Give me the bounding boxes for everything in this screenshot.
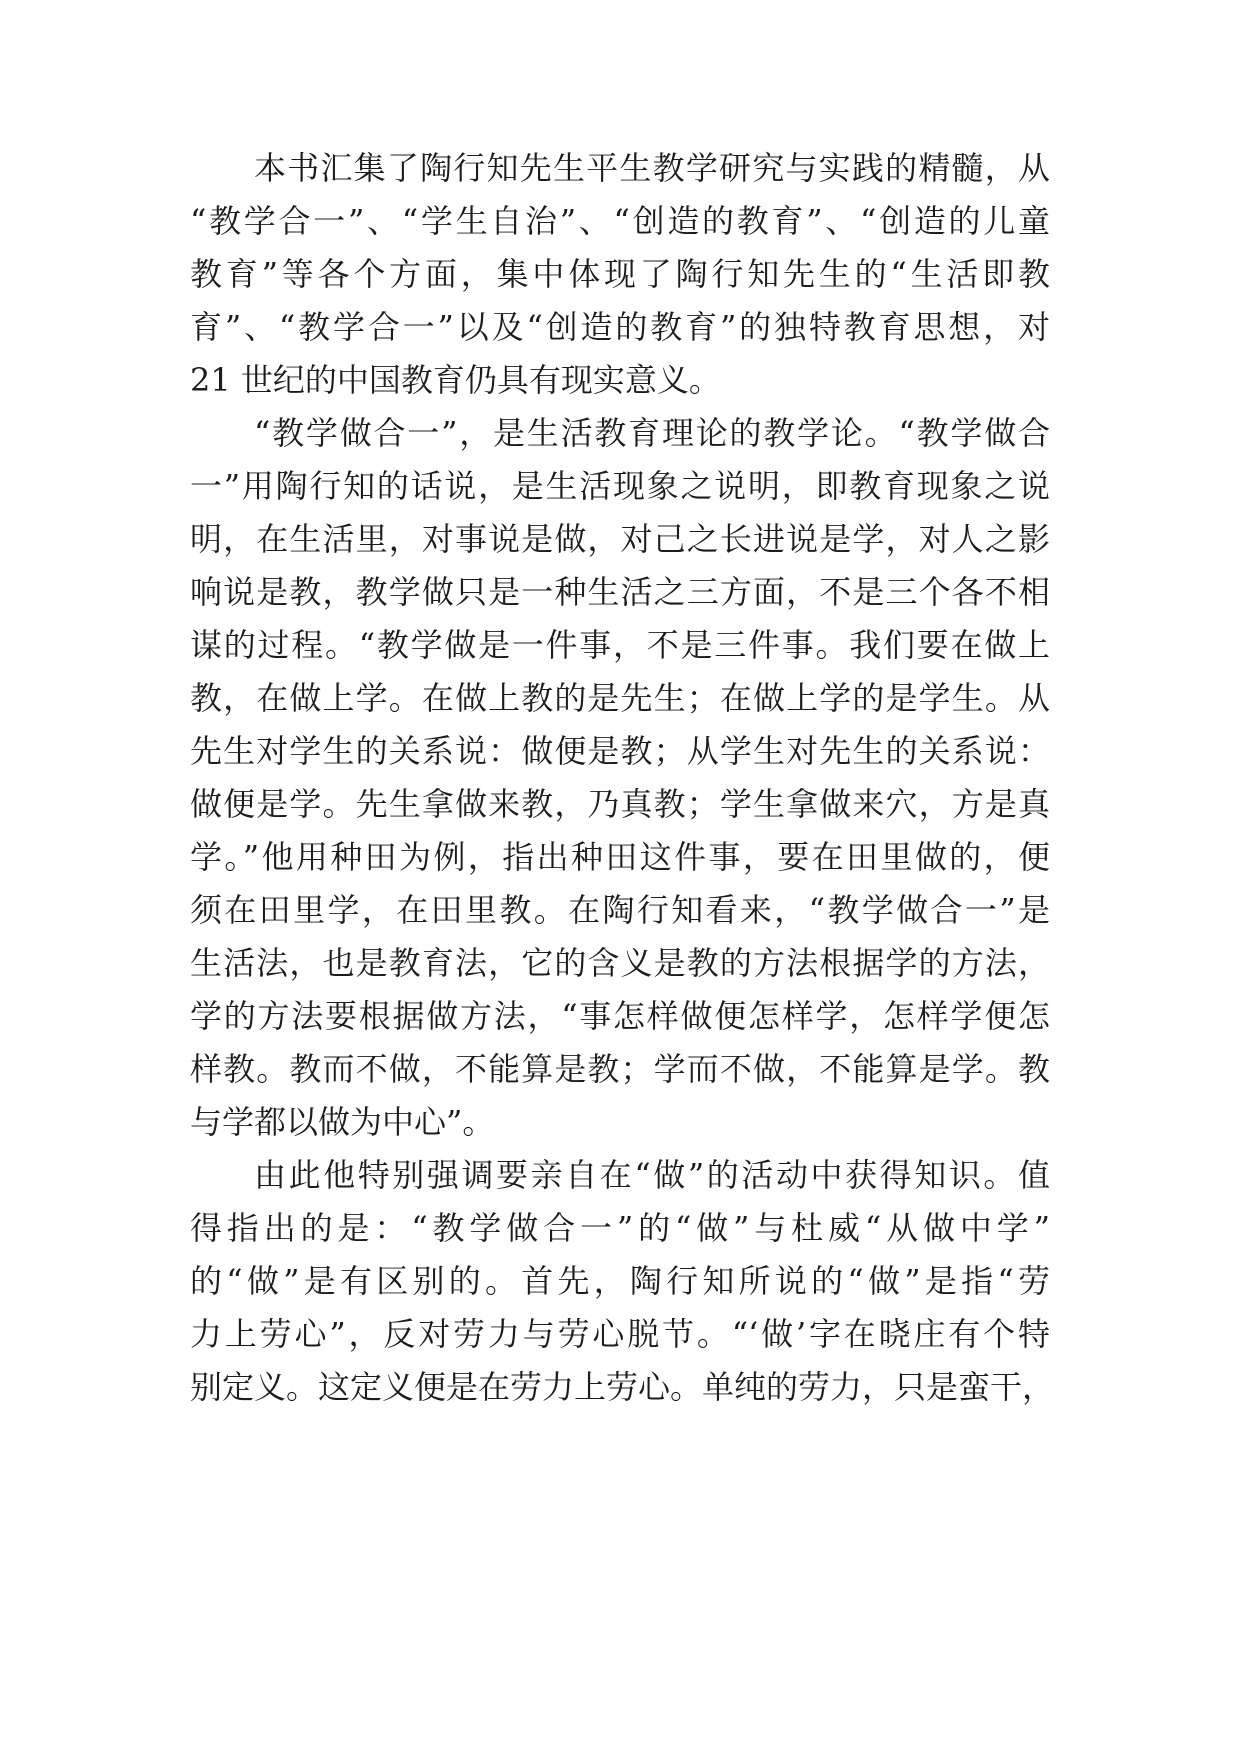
text-line: 学的方法要根据做方法，“事怎样做便怎样学，怎样学便怎 [190, 997, 1050, 1035]
text-line: 响说是教，教学做只是一种生活之三方面，不是三个各不相 [190, 573, 1050, 611]
text-line: 生活法，也是教育法，它的含义是教的方法根据学的方法， [190, 944, 1050, 982]
text-line: 明，在生活里，对事说是做，对己之长进说是学，对人之影 [190, 520, 1050, 558]
text-line: 一”用陶行知的话说，是生活现象之说明，即教育现象之说 [190, 467, 1050, 505]
text-line: 由此他特别强调要亲自在“做”的活动中获得知识。值 [254, 1156, 1050, 1194]
text-line: 育”、“教学合一”以及“创造的教育”的独特教育思想，对 [190, 308, 1050, 346]
text-line: 的“做”是有区别的。首先，陶行知所说的“做”是指“劳 [190, 1262, 1050, 1300]
text-line: 教，在做上学。在做上教的是先生；在做上学的是学生。从 [190, 679, 1050, 717]
text-line: 做便是学。先生拿做来教，乃真教；学生拿做来穴，方是真 [190, 785, 1050, 823]
text-line: 教育”等各个方面，集中体现了陶行知先生的“生活即教 [190, 255, 1050, 293]
text-line: “教学做合一”，是生活教育理论的教学论。“教学做合 [254, 414, 1050, 452]
text-line: 力上劳心”，反对劳力与劳心脱节。“‘做’字在晓庄有个特 [190, 1315, 1050, 1353]
text-line: 谋的过程。“教学做是一件事，不是三件事。我们要在做上 [190, 626, 1050, 664]
text-line: 先生对学生的关系说：做便是教；从学生对先生的关系说： [190, 732, 1050, 770]
text-line: 别定义。这定义便是在劳力上劳心。单纯的劳力，只是蛮干， [190, 1368, 1055, 1406]
text-line: 与学都以做为中心”。 [190, 1103, 495, 1141]
text-line: 学。”他用种田为例，指出种田这件事，要在田里做的，便 [190, 838, 1050, 876]
text-line: 本书汇集了陶行知先生平生教学研究与实践的精髓，从 [254, 149, 1050, 187]
text-line: 须在田里学，在田里教。在陶行知看来，“教学做合一”是 [190, 891, 1050, 929]
text-line: “教学合一”、“学生自治”、“创造的教育”、“创造的儿童 [190, 202, 1050, 240]
text-line: 得指出的是：“教学做合一”的“做”与杜威“从做中学” [190, 1209, 1050, 1247]
text-line: 样教。教而不做，不能算是教；学而不做，不能算是学。教 [190, 1050, 1050, 1088]
text-line: 21 世纪的中国教育仍具有现实意义。 [190, 361, 721, 399]
